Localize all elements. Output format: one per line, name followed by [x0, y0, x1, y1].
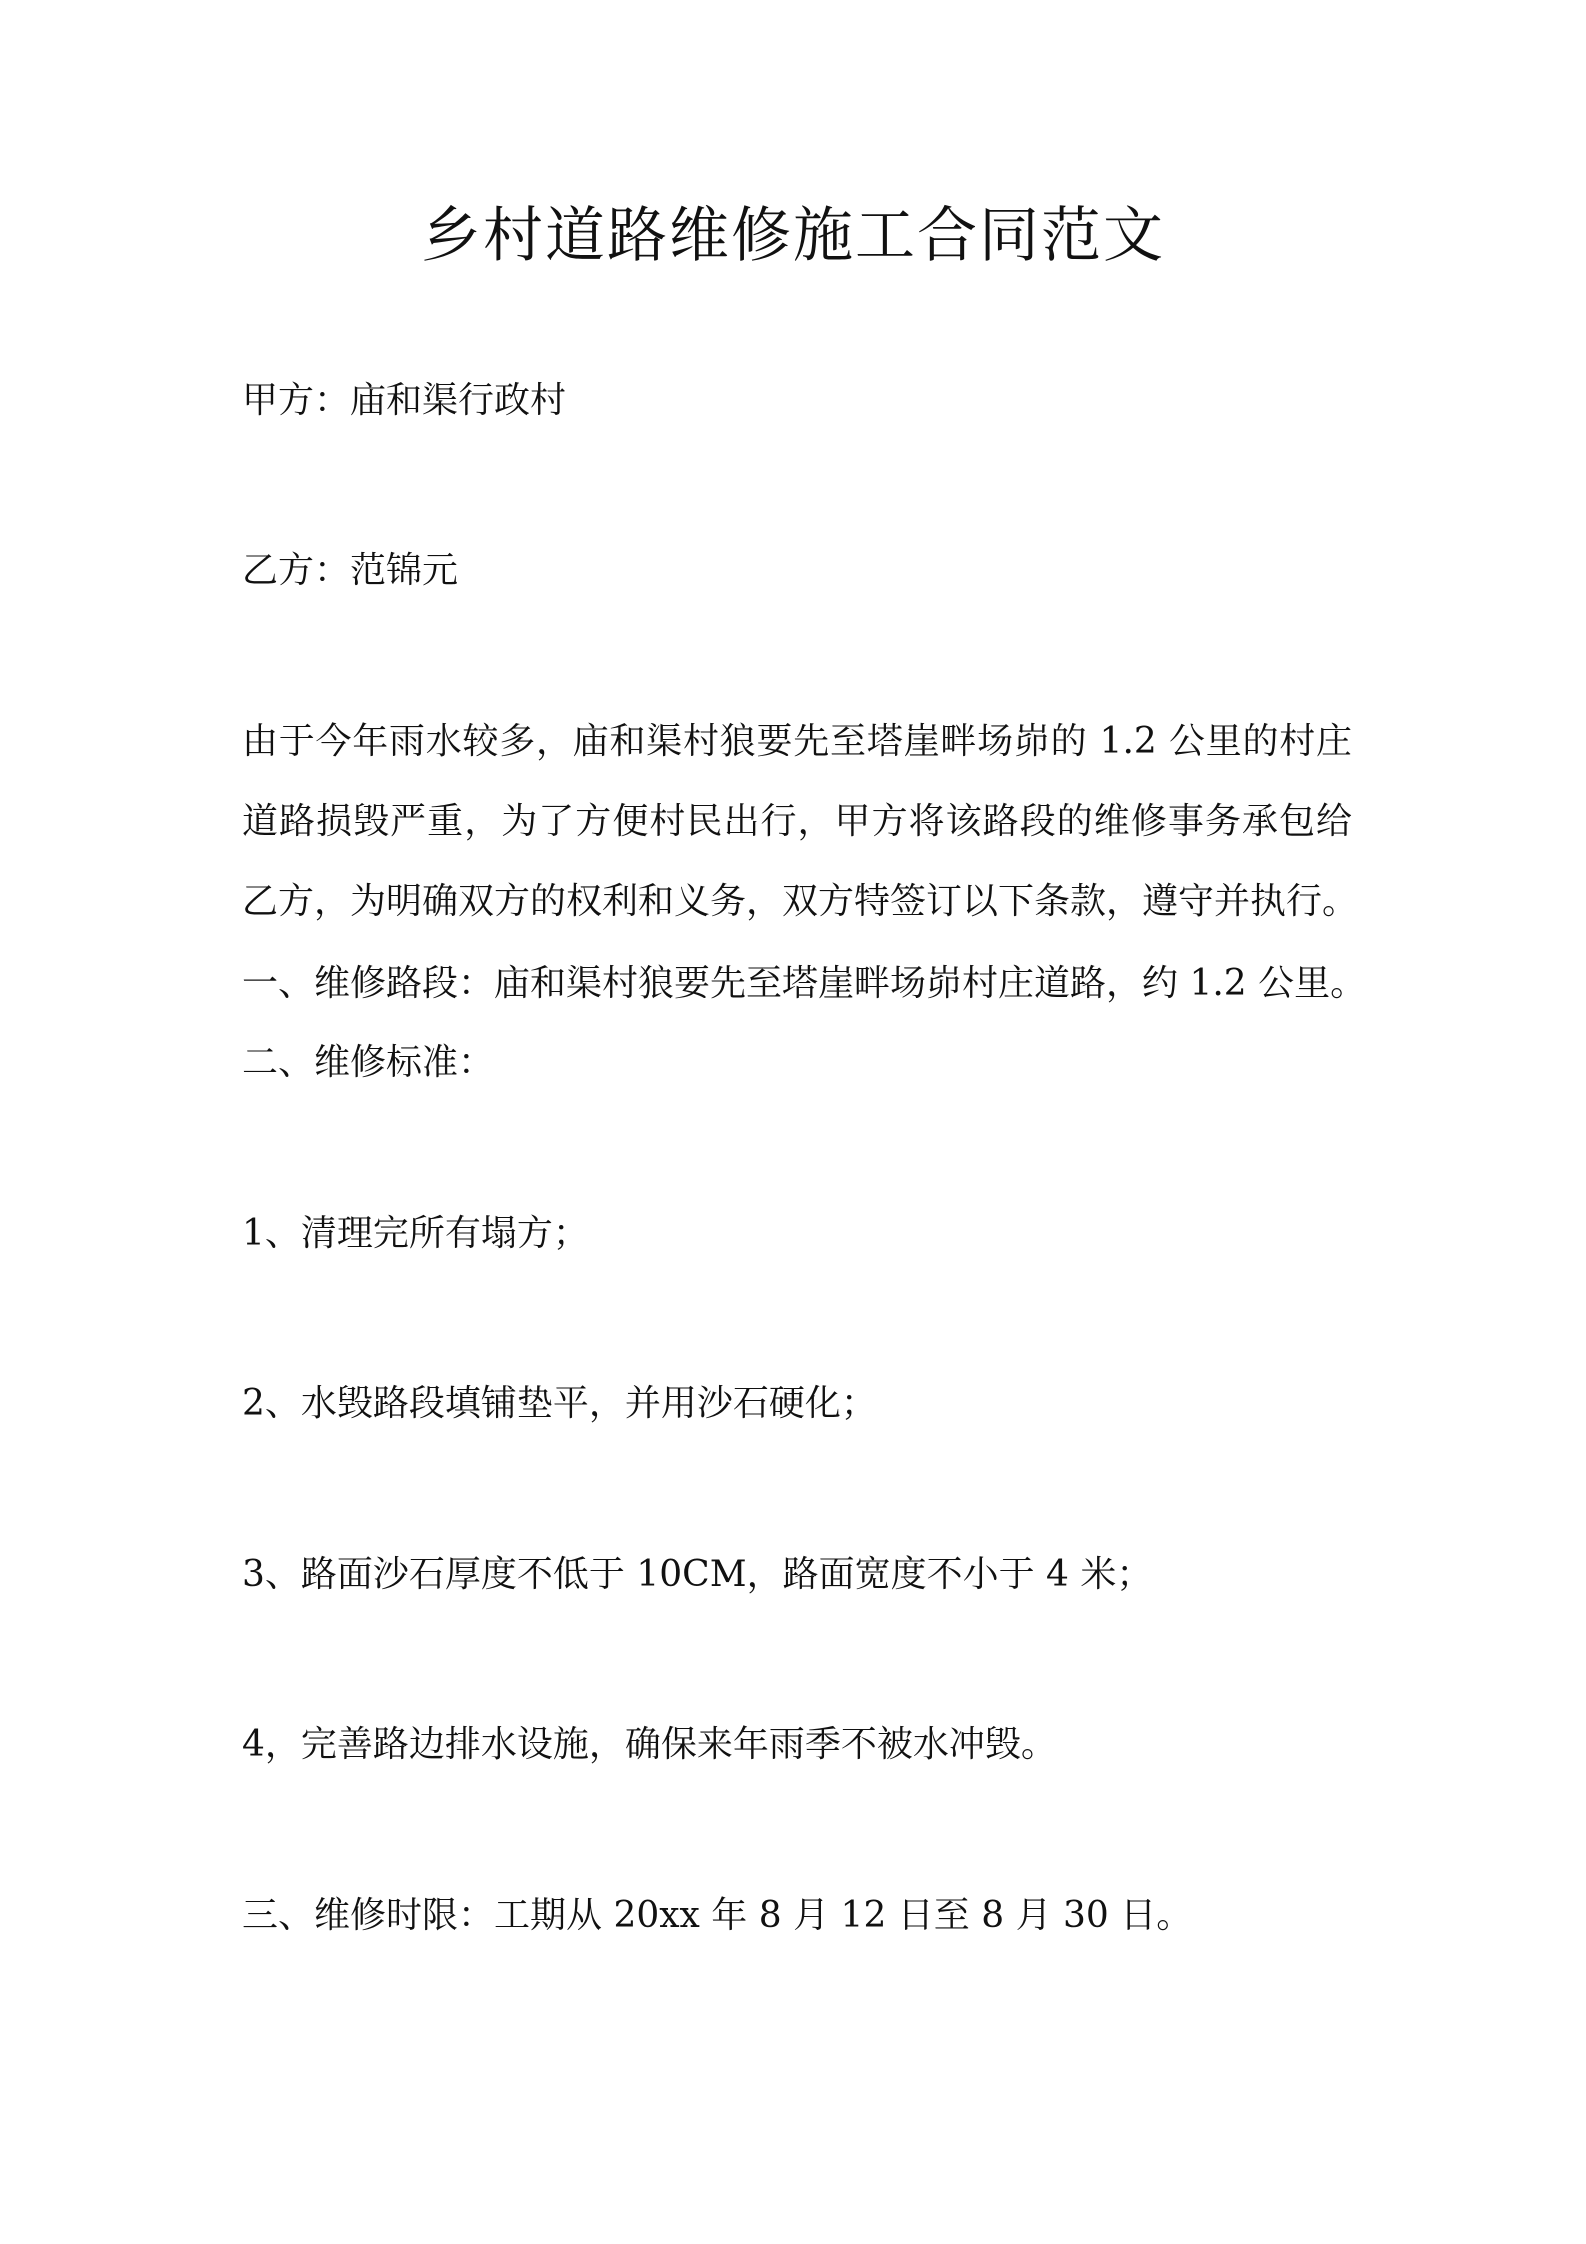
intro-line-3: 乙方，为明确双方的权利和义务，双方特签订以下条款，遵守并执行。 [242, 881, 1359, 922]
standard-item-3: 3、路面沙石厚度不低于 10CM，路面宽度不小于 4 米； [242, 1554, 1153, 1595]
party-a: 甲方：庙和渠行政村 [242, 380, 567, 421]
standard-item-2: 2、水毁路段填铺垫平，并用沙石硬化； [242, 1383, 877, 1424]
section-3-time-limit: 三、维修时限：工期从 20xx 年 8 月 12 日至 8 月 30 日。 [242, 1895, 1193, 1936]
section-2-heading: 二、维修标准： [242, 1042, 495, 1083]
standard-item-4: 4，完善路边排水设施，确保来年雨季不被水冲毁。 [242, 1724, 1057, 1765]
document-title: 乡村道路维修施工合同范文 [421, 201, 1165, 271]
section-1-repair-road-segment: 一、维修路段：庙和渠村狼要先至塔崖畔场峁村庄道路，约 1.2 公里。 [242, 963, 1367, 1004]
intro-line-2: 道路损毁严重，为了方便村民出行，甲方将该路段的维修事务承包给 [242, 801, 1352, 842]
party-b: 乙方：范锦元 [242, 550, 459, 591]
intro-line-1: 由于今年雨水较多，庙和渠村狼要先至塔崖畔场峁的 1.2 公里的村庄 [242, 721, 1352, 762]
standard-item-1: 1、清理完所有塌方； [242, 1213, 589, 1254]
